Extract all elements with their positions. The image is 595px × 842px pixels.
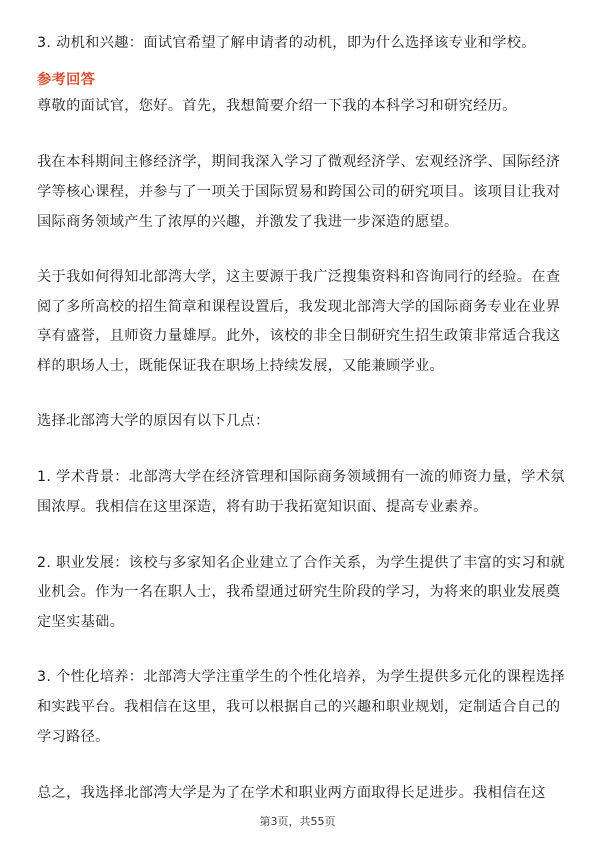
paragraph-line: 业机会。作为一名在职人士，我希望通过研究生阶段的学习，为将来的职业发展奠 [37,584,561,600]
paragraph-line: 1. 学术背景：北部湾大学在经济管理和国际商务领域拥有一流的师资力量，学术氛 [37,469,565,485]
paragraph-line: 尊敬的面试官，您好。首先，我想简要介绍一下我的本科学习和研究经历。 [37,98,517,114]
paragraph-line: 国际商务领域产生了浓厚的兴趣，并激发了我进一步深造的愿望。 [37,214,459,230]
answer-heading: 参考回答 [37,72,96,88]
page-number: 第3页，共55页 [259,815,336,828]
paragraph-line: 学等核心课程，并参与了一项关于国际贸易和跨国公司的研究项目。该项目让我对 [37,184,561,200]
paragraph-line: 我在本科期间主修经济学，期间我深入学习了微观经济学、宏观经济学、国际经济 [37,154,561,170]
paragraph-line: 关于我如何得知北部湾大学，这主要源于我广泛搜集资料和咨询同行的经验。在查 [37,269,561,285]
paragraph-line: 围浓厚。我相信在这里深造，将有助于我拓宽知识面、提高专业素养。 [37,499,488,515]
paragraph-line: 总之，我选择北部湾大学是为了在学术和职业两方面取得长足进步。我相信在这 [37,785,546,801]
paragraph-line: 样的职场人士，既能保证我在职场上持续发展，又能兼顾学业。 [37,358,445,374]
paragraph-line: 3. 个性化培养：北部湾大学注重学生的个性化培养，为学生提供多元化的课程选择 [37,669,565,685]
paragraph-line: 享有盛誉，且师资力量雄厚。此外，该校的非全日制研究生招生政策非常适合我这 [37,328,561,344]
question-text: 3. 动机和兴趣：面试官希望了解申请者的动机，即为什么选择该专业和学校。 [37,35,536,51]
paragraph-line: 和实践平台。我相信在这里，我可以根据自己的兴趣和职业规划，定制适合自己的 [37,699,561,715]
paragraph-line: 选择北部湾大学的原因有以下几点： [37,413,270,429]
paragraph-line: 阅了多所高校的招生简章和课程设置后，我发现北部湾大学的国际商务专业在业界 [37,299,561,315]
paragraph-line: 学习路径。 [37,729,110,745]
paragraph-line: 定坚实基础。 [37,614,125,630]
paragraph-line: 2. 职业发展：该校与多家知名企业建立了合作关系，为学生提供了丰富的实习和就 [37,555,565,571]
